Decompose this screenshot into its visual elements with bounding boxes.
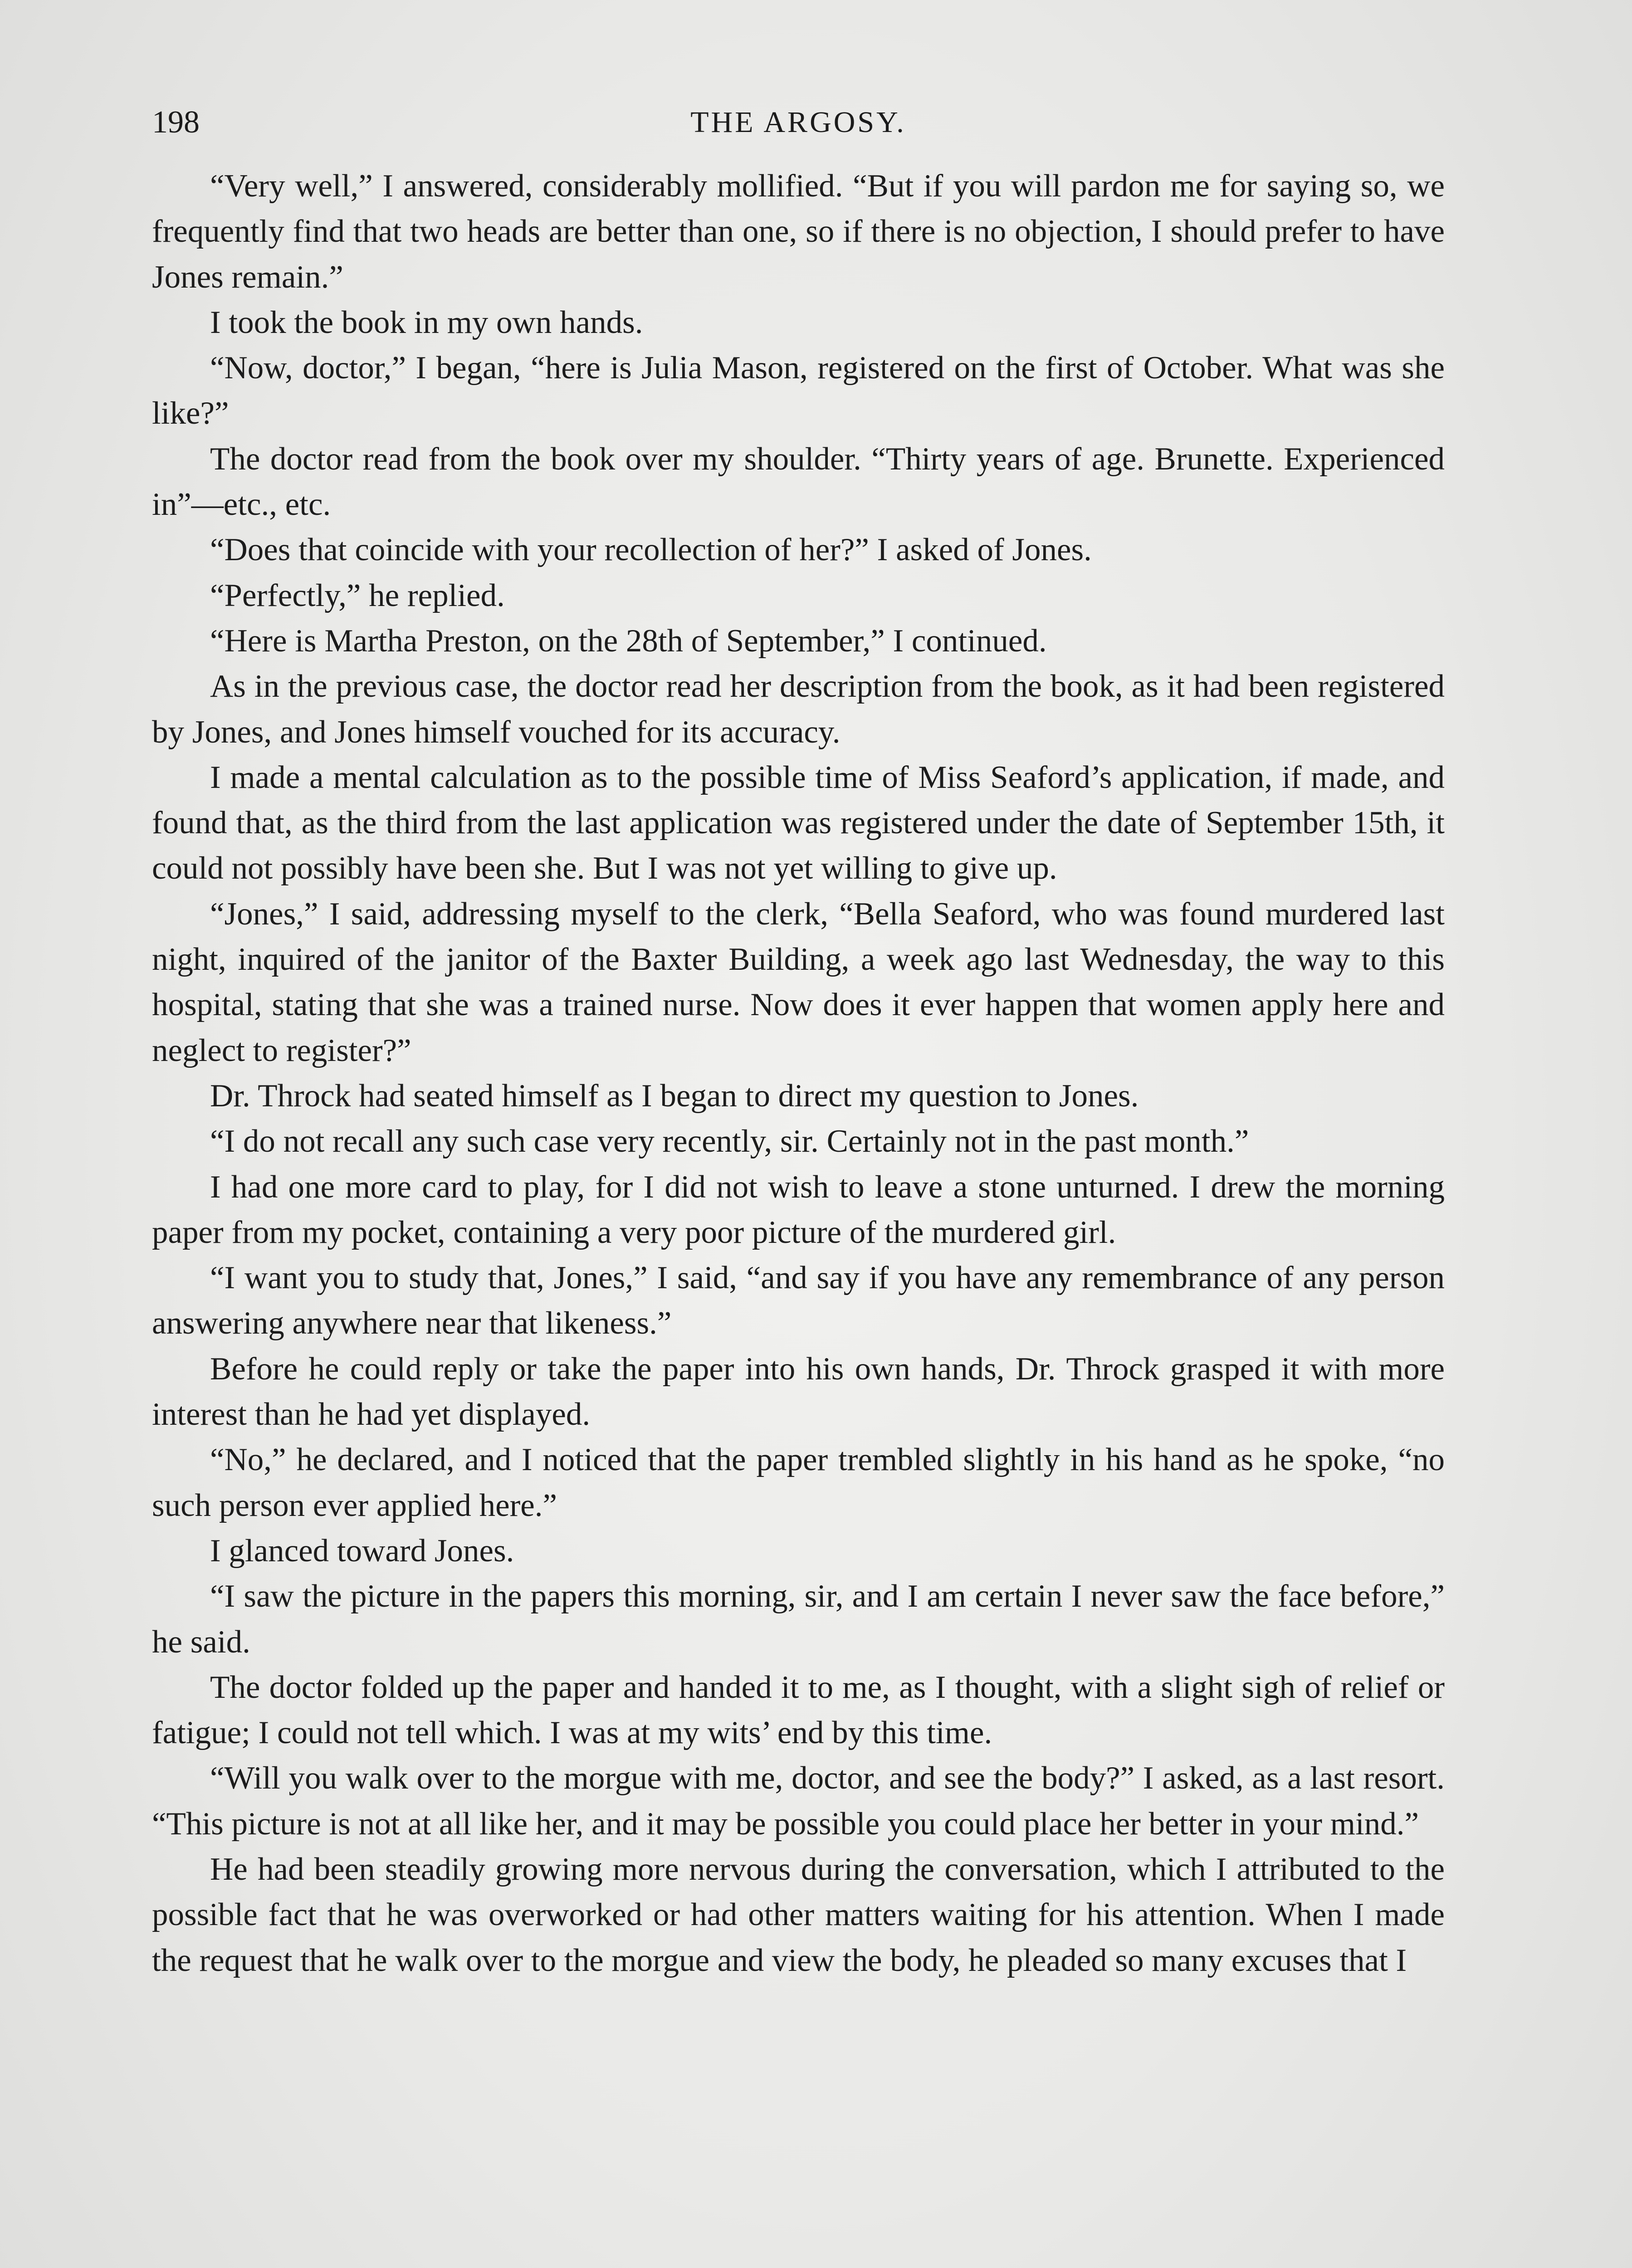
running-head: THE ARGOSY. <box>690 106 906 139</box>
paragraph: I took the book in my own hands. <box>210 304 643 340</box>
paragraph: “Will you walk over to the morgue with me, doctor, and see the body?” I asked, as a last resort. “This picture is not at all like her, and it may be possible you could place her better in your mind.” <box>152 1760 1445 1842</box>
paragraph: Dr. Throck had seated himself as I began to direct my question to Jones. <box>210 1078 1139 1114</box>
body-text <box>152 163 1445 1983</box>
paragraph: Before he could reply or take the paper into his own hands, Dr. Throck grasped it with more interest than he had yet displayed. <box>152 1351 1445 1432</box>
paragraph: The doctor read from the book over my shoulder. “Thirty years of age. Brunette. Experienced in”—etc., etc. <box>152 441 1445 523</box>
paragraph: The doctor folded up the paper and handed it to me, as I thought, with a slight sigh of relief or fatigue; I could not tell which. I was at my wits’ end by this time. <box>152 1669 1445 1751</box>
paragraph: “Jones,” I said, addressing myself to the clerk, “Bella Seaford, who was found murdered last night, inquired of the janitor of the Baxter Building, a week ago last Wednesday, the way to this hospital, stating that she was a trained nurse. Now does it ever happen that women apply here and neglect to register?” <box>152 896 1445 1068</box>
paragraph: “I saw the picture in the papers this morning, sir, and I am certain I never saw the face before,” he said. <box>152 1579 1445 1660</box>
page-number: 198 <box>152 105 200 140</box>
paragraph: “Perfectly,” he replied. <box>210 577 505 613</box>
paragraph: “I do not recall any such case very recently, sir. Certainly not in the past month.” <box>210 1124 1249 1159</box>
paragraph: “Here is Martha Preston, on the 28th of September,” I continued. <box>210 623 1047 659</box>
paragraph: I had one more card to play, for I did not wish to leave a stone unturned. I drew the morning paper from my pocket, containing a very poor picture of the murdered girl. <box>152 1169 1445 1250</box>
paragraph: “No,” he declared, and I noticed that the paper trembled slightly in his hand as he spoke, “no such person ever applied here.” <box>152 1442 1445 1523</box>
paragraph: I glanced toward Jones. <box>210 1533 514 1569</box>
paragraph: “Very well,” I answered, considerably mollified. “But if you will pardon me for saying so, we frequently find that two heads are better than one, so if there is no objection, I should prefer to have Jones remain.” <box>152 168 1445 295</box>
paragraph: “Now, doctor,” I began, “here is Julia Mason, registered on the first of October. What was she like?” <box>152 350 1445 431</box>
page-header <box>152 98 1445 147</box>
paragraph: He had been steadily growing more nervous during the conversation, which I attributed to the possible fact that he was overworked or had other matters waiting for his attention. When I made the request that he walk over to the morgue and view the body, he pleaded so many excuses that I <box>152 1851 1445 1978</box>
paragraph: “I want you to study that, Jones,” I said, “and say if you have any remembrance of any person answering anywhere near that likeness.” <box>152 1260 1445 1341</box>
paragraph: “Does that coincide with your recollection of her?” I asked of Jones. <box>210 532 1092 568</box>
paragraph: As in the previous case, the doctor read her description from the book, as it had been registered by Jones, and Jones himself vouched for its accuracy. <box>152 669 1445 750</box>
paragraph: I made a mental calculation as to the possible time of Miss Seaford’s application, if made, and found that, as the third from the last application was registered under the date of September 15th, it could not possibly have been she. But I was not yet willing to give up. <box>152 759 1445 886</box>
